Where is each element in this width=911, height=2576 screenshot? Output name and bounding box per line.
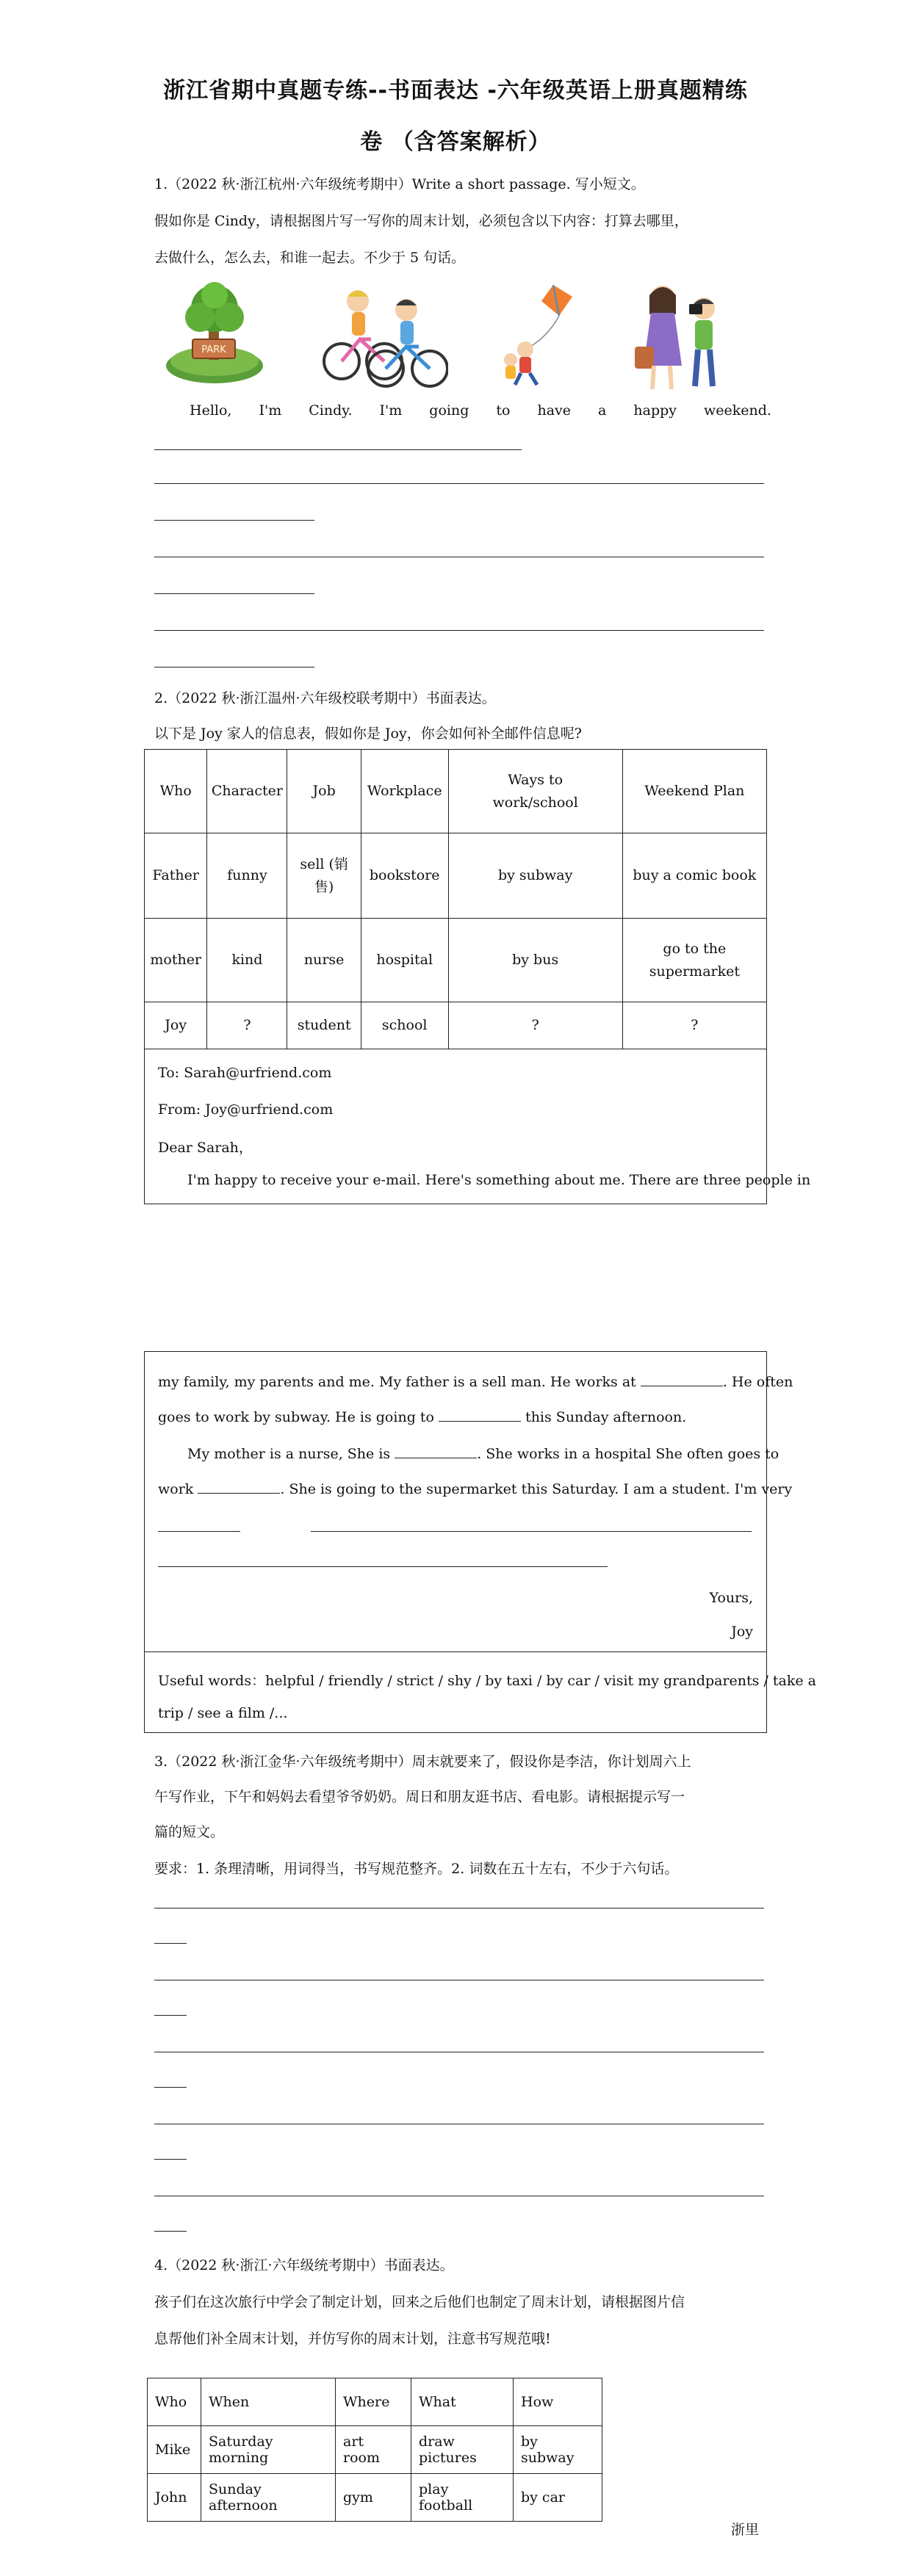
table-header-row xyxy=(148,2378,602,2426)
header-cell: Who xyxy=(148,2378,201,2426)
page-title: 浙江省期中真题专练--书面表达 -六年级英语上册真题精练 xyxy=(163,78,748,104)
useful-words-cont: trip / see a film /... xyxy=(158,1705,288,1721)
email-line: My mother is a nurse, She is . She works in a hospital She often goes to xyxy=(187,1446,779,1462)
page-title-cont: 卷 （含答案解析） xyxy=(360,129,551,155)
opening-word: Hello, xyxy=(190,402,232,419)
table-cell: John xyxy=(148,2474,201,2522)
table-cell: sell (销售) xyxy=(287,833,361,919)
header-cell: Job xyxy=(287,750,361,833)
opening-word: going xyxy=(429,402,469,419)
email-box xyxy=(144,1049,811,1204)
q1-opening-sentence xyxy=(154,402,771,419)
blank-field[interactable] xyxy=(311,1531,752,1532)
q3-heading: 3.（2022 秋·浙江金华·六年级统考期中）周末就要来了，假设你是李洁，你计划周六上 xyxy=(154,1754,691,1770)
table-cell: art room xyxy=(336,2426,411,2474)
opening-word: Cindy. xyxy=(309,402,353,419)
header-cell: Weekend Plan xyxy=(622,750,766,833)
blank-field[interactable] xyxy=(158,1531,240,1532)
q4-heading: 4.（2022 秋·浙江·六年级统考期中）书面表达。 xyxy=(154,2257,454,2273)
opening-word: have xyxy=(537,402,572,419)
table-cell: nurse xyxy=(287,919,361,1002)
answer-line[interactable] xyxy=(154,2087,187,2088)
table-cell: by subway xyxy=(448,833,622,919)
weekend-plan-table xyxy=(147,2378,602,2522)
opening-word: happy xyxy=(633,402,677,419)
q3-requirement: 要求：1. 条理清晰，用词得当，书写规范整齐。2. 词数在五十左右，不少于六句话。 xyxy=(154,1861,679,1877)
q3-line: 篇的短文。 xyxy=(154,1824,225,1840)
table-cell: mother xyxy=(145,919,207,1002)
table-row xyxy=(145,919,767,1002)
q1-instruction: 假如你是 Cindy，请根据图片写一写你的周末计划，必须包含以下内容：打算去哪里， xyxy=(154,213,688,229)
table-cell: hospital xyxy=(361,919,448,1002)
email-paragraph: I'm happy to receive your e-mail. Here's something about me. There are three people in xyxy=(187,1172,811,1188)
table-cell: school xyxy=(361,1002,448,1049)
header-cell: Character xyxy=(207,750,287,833)
blank-field[interactable] xyxy=(395,1444,477,1458)
email-to: To: Sarah@urfriend.com xyxy=(158,1065,332,1081)
opening-word: a xyxy=(598,402,607,419)
email-line: my family, my parents and me. My father is a sell man. He works at . He often xyxy=(158,1374,793,1390)
table-cell: buy a comic book xyxy=(622,833,766,919)
answer-line[interactable] xyxy=(154,1908,764,1909)
table-cell: gym xyxy=(336,2474,411,2522)
email-line: goes to work by subway. He is going to this Sunday afternoon. xyxy=(158,1409,687,1425)
answer-line[interactable] xyxy=(154,520,314,521)
q2-instruction: 以下是 Joy 家人的信息表，假如你是 Joy，你会如何补全邮件信息呢? xyxy=(154,726,582,742)
table-cell: Mike xyxy=(148,2426,201,2474)
table-cell: by subway xyxy=(514,2426,602,2474)
table-row xyxy=(145,1002,767,1049)
opening-word: I'm xyxy=(259,402,282,419)
photo-picture xyxy=(624,279,731,397)
useful-words: Useful words：helpful / friendly / strict / shy / by taxi / by car / visit my grandparents / take a xyxy=(158,1673,816,1689)
blank-field[interactable] xyxy=(198,1480,280,1494)
email-from: From: Joy@urfriend.com xyxy=(158,1101,334,1118)
header-cell: How xyxy=(514,2378,602,2426)
answer-line[interactable] xyxy=(154,449,522,450)
email-box-continued xyxy=(144,1351,793,1652)
answer-line[interactable] xyxy=(154,1943,187,1944)
header-cell: When xyxy=(201,2378,336,2426)
table-cell: kind xyxy=(207,919,287,1002)
blank-field[interactable] xyxy=(439,1408,521,1422)
table-cell: play football xyxy=(411,2474,514,2522)
q2-heading: 2.（2022 秋·浙江温州·六年级校联考期中）书面表达。 xyxy=(154,690,496,706)
header-cell: Who xyxy=(145,750,207,833)
opening-word: weekend. xyxy=(704,402,771,419)
kite-picture xyxy=(496,279,584,389)
table-row xyxy=(148,2426,602,2474)
answer-line[interactable] xyxy=(154,2015,187,2016)
table-cell: go to the supermarket xyxy=(622,919,766,1002)
useful-words-box xyxy=(144,1652,816,1733)
table-cell: ? xyxy=(622,1002,766,1049)
table-cell: by car xyxy=(514,2474,602,2522)
table-cell: draw pictures xyxy=(411,2426,514,2474)
table-row xyxy=(145,833,767,919)
answer-line[interactable] xyxy=(154,2159,187,2160)
table-cell: ? xyxy=(207,1002,287,1049)
park-picture xyxy=(163,279,266,386)
table-cell: Father xyxy=(145,833,207,919)
family-info-table xyxy=(144,749,767,1049)
q4-instruction-cont: 息帮他们补全周末计划，并仿写你的周末计划，注意书写规范哦! xyxy=(154,2331,551,2347)
park-sign-text: PARK xyxy=(201,344,226,355)
header-cell: Workplace xyxy=(361,750,448,833)
table-cell: Saturday morning xyxy=(201,2426,336,2474)
table-cell: Joy xyxy=(145,1002,207,1049)
answer-line[interactable] xyxy=(154,630,764,631)
table-cell: ? xyxy=(448,1002,622,1049)
email-greeting: Dear Sarah， xyxy=(158,1140,253,1156)
blank-field[interactable] xyxy=(158,1566,608,1567)
email-closing: Yours, xyxy=(709,1590,753,1606)
answer-line[interactable] xyxy=(154,2231,187,2232)
q4-instruction: 孩子们在这次旅行中学会了制定计划，回来之后他们也制定了周末计划，请根据图片信 xyxy=(154,2294,685,2310)
blank-field[interactable] xyxy=(641,1372,723,1386)
bike-picture xyxy=(320,279,448,389)
q3-line: 午写作业，下午和妈妈去看望爷爷奶奶。周日和朋友逛书店、看电影。请根据提示写一 xyxy=(154,1789,685,1805)
email-line: work . She is going to the supermarket this Saturday. I am a student. I'm very xyxy=(158,1481,793,1497)
weekend-pictures xyxy=(154,279,771,397)
page-footer: 浙里 xyxy=(731,2522,760,2538)
opening-word: to xyxy=(496,402,511,419)
answer-line[interactable] xyxy=(154,483,764,484)
table-cell: Sunday afternoon xyxy=(201,2474,336,2522)
table-cell: student xyxy=(287,1002,361,1049)
opening-word: I'm xyxy=(379,402,403,419)
table-cell: bookstore xyxy=(361,833,448,919)
q1-heading: 1.（2022 秋·浙江杭州·六年级统考期中）Write a short passage. 写小短文。 xyxy=(154,176,645,192)
table-row xyxy=(148,2474,602,2522)
header-cell: Where xyxy=(336,2378,411,2426)
email-signature: Joy xyxy=(731,1624,753,1640)
table-cell: by bus xyxy=(448,919,622,1002)
table-cell: funny xyxy=(207,833,287,919)
q1-instruction-cont: 去做什么，怎么去，和谁一起去。不少于 5 句话。 xyxy=(154,250,466,266)
header-cell: What xyxy=(411,2378,514,2426)
header-cell: Ways to work/school xyxy=(448,750,622,833)
table-header-row xyxy=(145,750,767,833)
answer-line[interactable] xyxy=(154,593,314,594)
